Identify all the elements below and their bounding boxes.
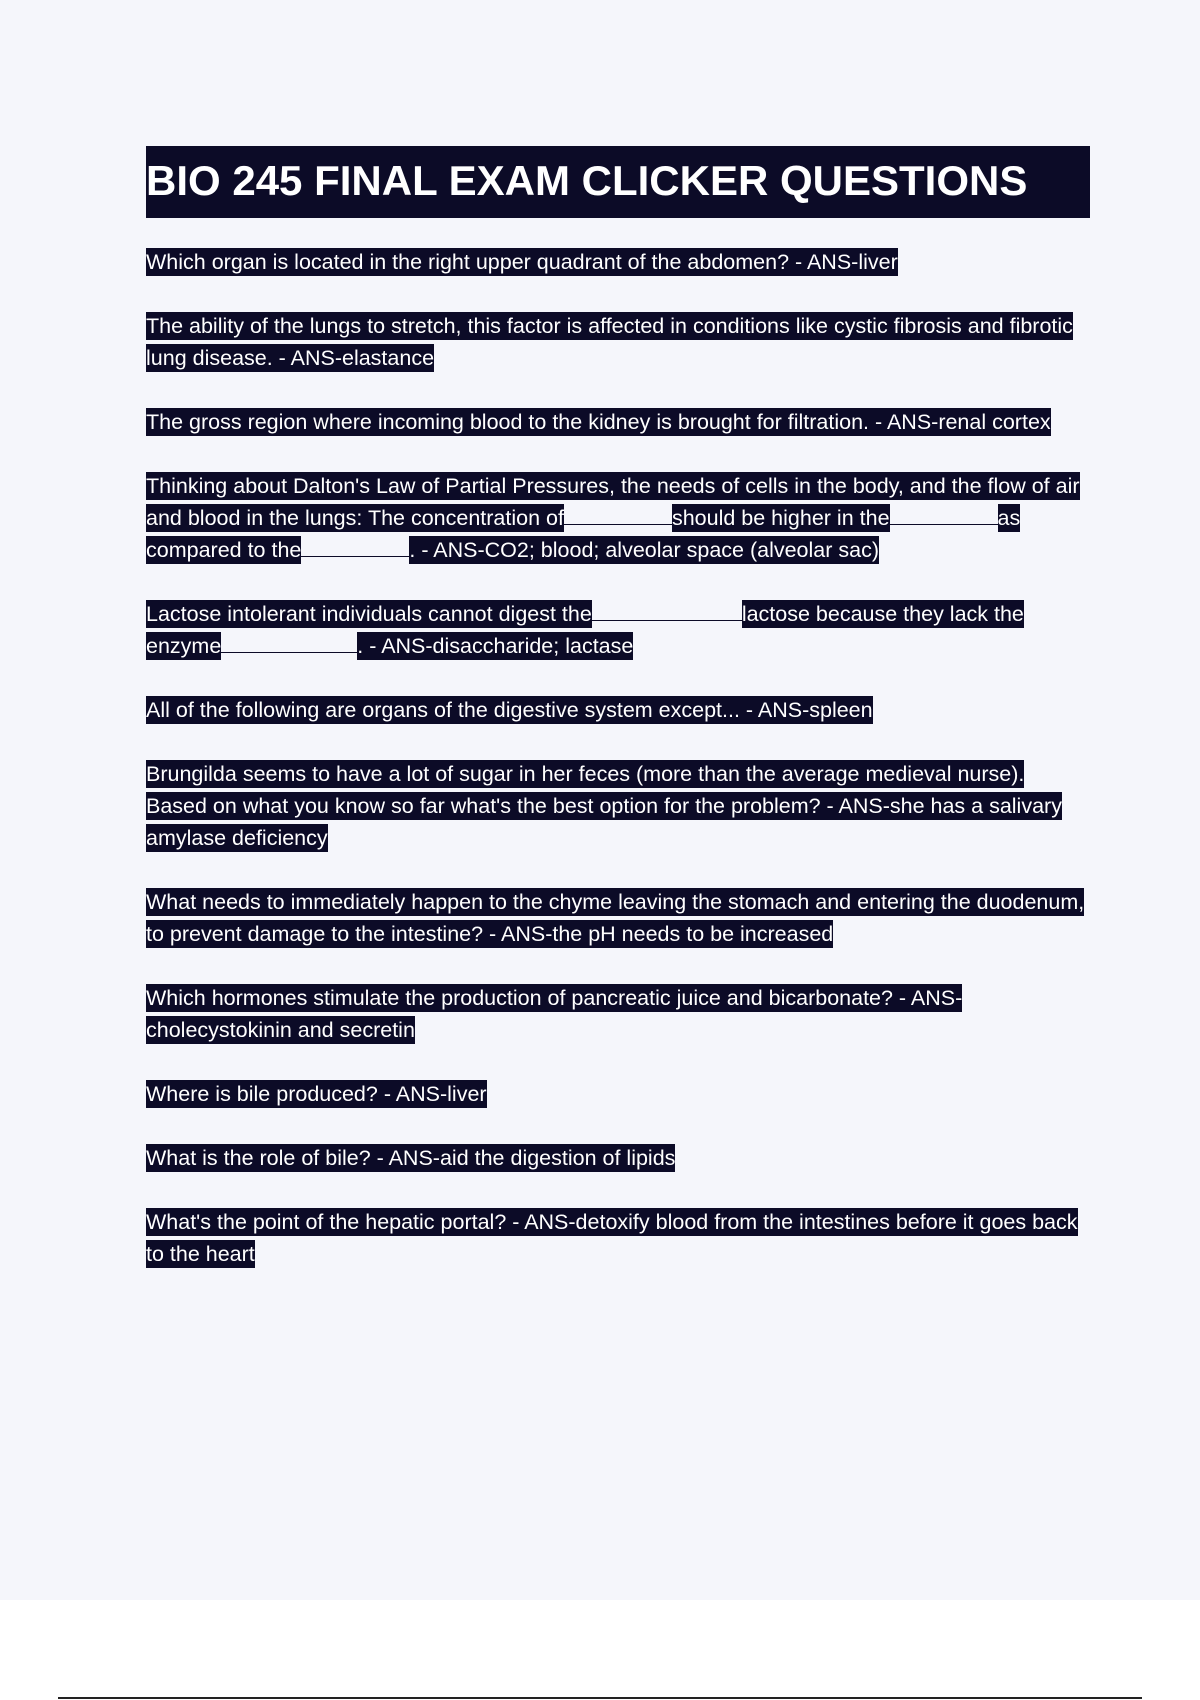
- question-text: The ability of the lungs to stretch, this factor is affected in conditions like cystic fibrosis and fibrotic lung disease. - ANS-elastance: [146, 314, 1073, 370]
- question-text-part: . - ANS-CO2; blood; alveolar space (alveolar sac): [409, 538, 879, 562]
- question-item: [146, 598, 1090, 662]
- question-item: [146, 310, 1090, 374]
- question-text: Which hormones stimulate the production of pancreatic juice and bicarbonate? - ANS-cholecystokinin and secretin: [146, 986, 963, 1042]
- question-item: [146, 982, 1090, 1046]
- question-text: Brungilda seems to have a lot of sugar in her feces (more than the average medieval nurse). Based on what you know so far what's the best option for the problem? - ANS-she has a salivary amylase deficiency: [146, 762, 1062, 850]
- question-text-part: . - ANS-disaccharide; lactase: [357, 634, 634, 658]
- footer-divider: [58, 1697, 1142, 1699]
- question-item: [146, 1142, 1090, 1174]
- question-item: [146, 886, 1090, 950]
- question-text: Where is bile produced? - ANS-liver: [146, 1082, 487, 1106]
- question-text-part: as compared to the: [146, 506, 1021, 562]
- question-item: [146, 694, 1090, 726]
- question-text: All of the following are organs of the digestive system except... - ANS-spleen: [146, 698, 873, 722]
- question-list: [146, 246, 1090, 1270]
- question-text-part: Lactose intolerant individuals cannot digest the: [146, 602, 592, 626]
- question-text: What needs to immediately happen to the chyme leaving the stomach and entering the duodenum, to prevent damage to the intestine? - ANS-the pH needs to be increased: [146, 890, 1085, 946]
- question-text: The gross region where incoming blood to the kidney is brought for filtration. - ANS-renal cortex: [146, 410, 1051, 434]
- question-item: [146, 470, 1090, 566]
- question-item: [146, 1206, 1090, 1270]
- question-text: Which organ is located in the right upper quadrant of the abdomen? - ANS-liver: [146, 250, 898, 274]
- fill-in-blank: [221, 631, 357, 654]
- document-content: [146, 146, 1090, 1302]
- document-title: BIO 245 FINAL EXAM CLICKER QUESTIONS: [146, 146, 1090, 218]
- question-item: [146, 758, 1090, 854]
- fill-in-blank: [890, 503, 998, 526]
- question-text-part: Thinking about Dalton's Law of Partial Pressures, the needs of cells in the body, and the flow of air and blood in the lungs: The concentration of: [146, 474, 1080, 530]
- fill-in-blank: [592, 599, 742, 622]
- fill-in-blank: [301, 535, 409, 558]
- question-item: [146, 246, 1090, 278]
- question-item: [146, 406, 1090, 438]
- question-text: What's the point of the hepatic portal? - ANS-detoxify blood from the intestines before it goes back to the heart: [146, 1210, 1078, 1266]
- fill-in-blank: [564, 503, 672, 526]
- question-text-part: lactose because they lack the enzyme: [146, 602, 1024, 658]
- question-text-part: should be higher in the: [671, 506, 890, 530]
- question-item: [146, 1078, 1090, 1110]
- question-text: What is the role of bile? - ANS-aid the digestion of lipids: [146, 1146, 676, 1170]
